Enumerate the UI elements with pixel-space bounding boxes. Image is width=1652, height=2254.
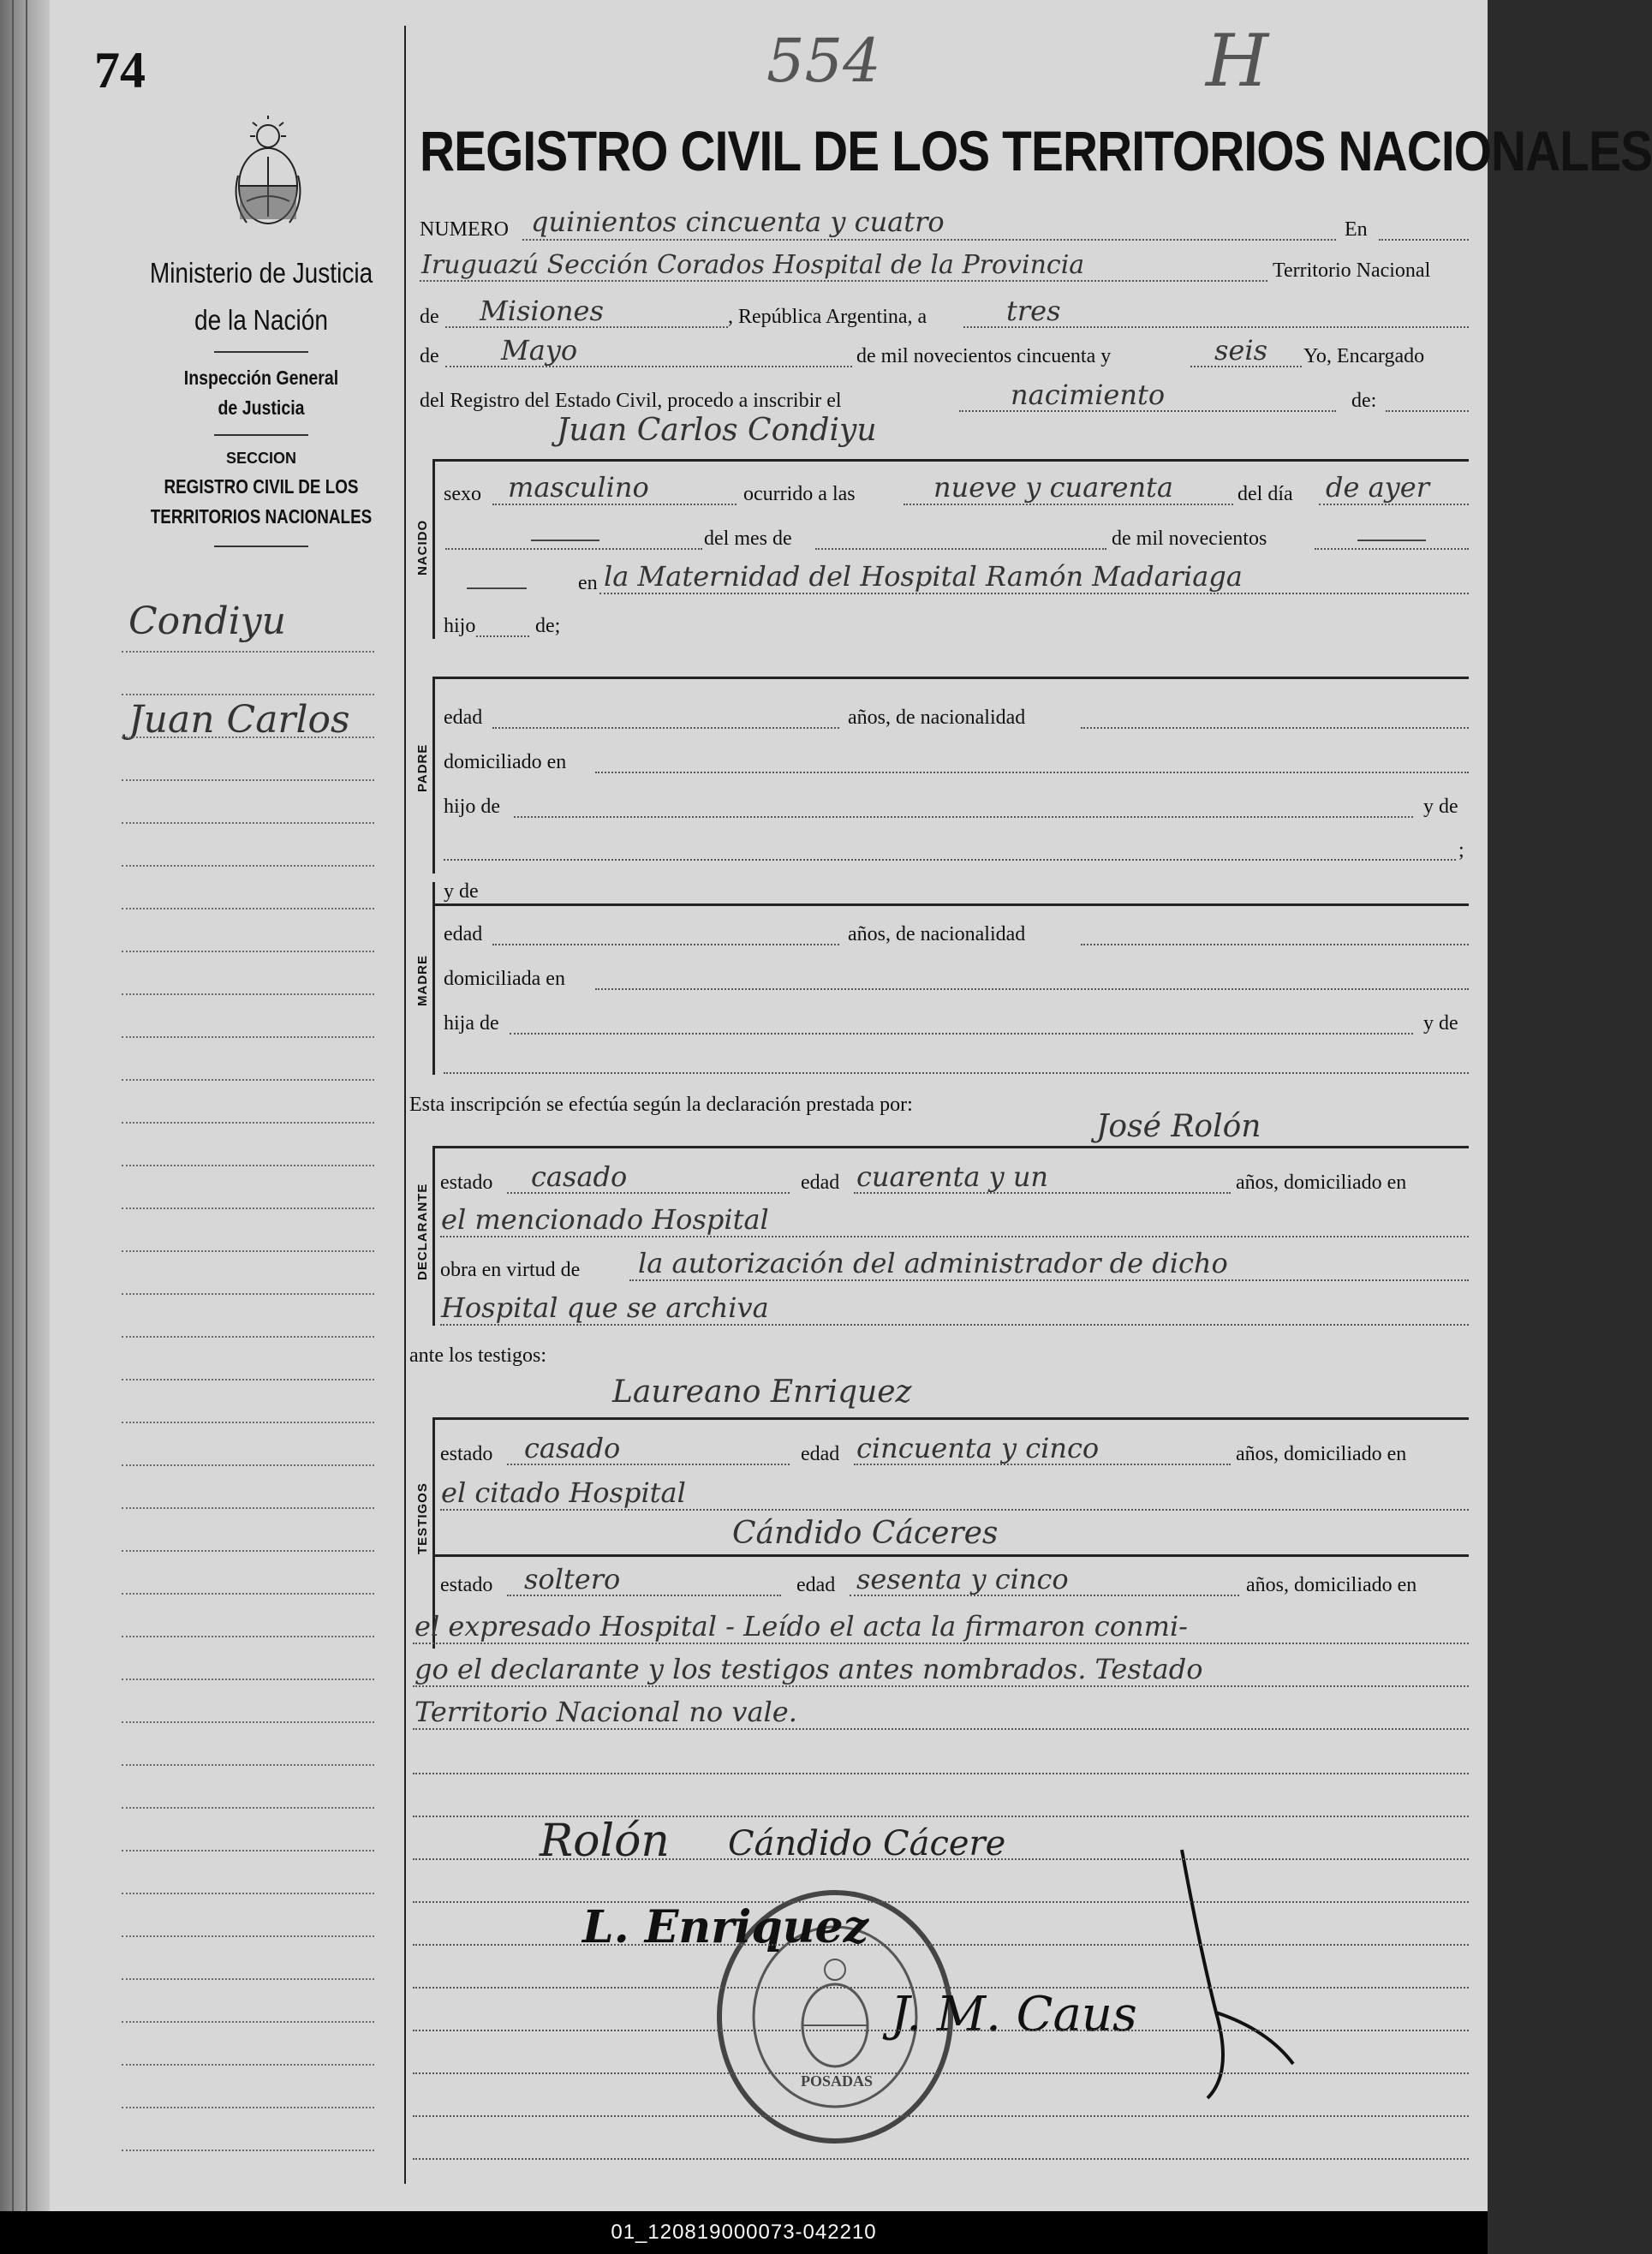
w2-domicilio-line <box>413 1643 1469 1644</box>
signature-ruled-line <box>413 2030 1469 2031</box>
decl-estado-value: casado <box>531 1160 628 1193</box>
sexo-value: masculino <box>508 471 649 504</box>
left-separator <box>214 546 308 547</box>
margin-ruled-line <box>122 1893 374 1894</box>
de3-line <box>1386 410 1469 412</box>
decl-domicilio-value: el mencionado Hospital <box>441 1203 769 1236</box>
sexo-label: sexo <box>444 483 481 505</box>
madre-extra-line <box>444 1072 1469 1074</box>
margin-ruled-line <box>122 1336 374 1338</box>
madre-edad-line <box>492 944 839 945</box>
numero-value: quinientos cincuenta y cuatro <box>531 206 945 238</box>
w1-estado-value: casado <box>524 1432 621 1464</box>
place-value: Iruguazú Sección Corados Hospital de la Provincia <box>421 250 1085 280</box>
w2-anos-label: años, domiciliado en <box>1246 1574 1417 1596</box>
closing-line-2 <box>413 1685 1469 1687</box>
declarant-name: José Rolón <box>1096 1109 1261 1144</box>
padre-domicilio-label: domiciliado en <box>444 751 567 773</box>
place-line <box>420 280 1267 282</box>
margin-ruled-line <box>122 779 374 781</box>
blank-dash <box>1357 540 1426 541</box>
w1-edad-label: edad <box>801 1443 840 1465</box>
margin-ruled-line <box>122 865 374 867</box>
signature-ruled-line <box>413 1773 1469 1774</box>
stamp-bottom-text: POSADAS <box>801 2072 874 2090</box>
margin-ruled-line <box>122 694 374 695</box>
margin-ruled-line <box>122 2064 374 2066</box>
section-rule <box>432 1554 1469 1557</box>
margin-ruled-line <box>122 1122 374 1124</box>
margin-ruled-line <box>122 2107 374 2108</box>
signature-ruled-line <box>413 2115 1469 2117</box>
section-bracket <box>432 459 435 639</box>
section-rule <box>432 1417 1469 1420</box>
en-label: En <box>1345 218 1368 241</box>
w2-estado-label: estado <box>440 1574 493 1596</box>
section-bracket <box>432 677 435 874</box>
margin-ruled-line <box>122 1935 374 1937</box>
signature-flourish-icon <box>1165 1841 1319 2115</box>
de-label: de <box>420 306 439 328</box>
margin-ruled-line <box>122 2021 374 2023</box>
obra-line <box>629 1279 1469 1281</box>
signature-enriquez: L. Enriquez <box>582 1901 869 1953</box>
del-dia-label: del día <box>1238 483 1293 505</box>
madre-hija-label: hija de <box>444 1012 499 1035</box>
birthplace-line <box>599 593 1469 594</box>
obra-value-2: Hospital que se archiva <box>441 1291 769 1324</box>
signature-ruled-line <box>413 1858 1469 1860</box>
madre-nac-line <box>1081 944 1469 945</box>
padre-hijo-line <box>514 816 1413 818</box>
act-value: nacimiento <box>1011 379 1166 411</box>
book-spine <box>0 0 50 2211</box>
signature-ruled-line <box>413 2072 1469 2074</box>
signature-ruled-line <box>413 1816 1469 1817</box>
margin-ruled-line <box>122 1079 374 1081</box>
en-line <box>1379 239 1469 241</box>
signature-ruled-line <box>413 2158 1469 2160</box>
margin-ruled-line <box>122 1721 374 1723</box>
signature-ruled-line <box>413 1944 1469 1946</box>
padre-hijo-label: hijo de <box>444 796 500 818</box>
margin-ruled-line <box>122 1165 374 1166</box>
margin-ruled-line <box>122 1593 374 1595</box>
margin-surname: Condiyu <box>128 599 286 643</box>
left-separator <box>214 351 308 353</box>
mes-line <box>815 548 1106 550</box>
birthplace-value: la Maternidad del Hospital Ramón Madariaga <box>604 560 1243 593</box>
territorio-label: Territorio Nacional <box>1273 259 1431 282</box>
margin-ruled-line <box>122 1379 374 1380</box>
padre-side-label: PADRE <box>415 743 430 792</box>
madre-yde2-label: y de <box>1423 1012 1458 1035</box>
w2-domicilio-value: el expresado Hospital - Leído el acta la firmaron conmi- <box>414 1610 1188 1643</box>
witness2-name: Cándido Cáceres <box>732 1516 999 1551</box>
de2-label: de <box>420 345 439 367</box>
padre-edad-line <box>492 727 839 729</box>
madre-domicilio-line <box>595 988 1469 990</box>
margin-ruled-line <box>122 1036 374 1038</box>
signature-ruled-line <box>413 1901 1469 1903</box>
sexo-line <box>492 504 737 505</box>
ministry-line-2: de la Nación <box>194 304 328 336</box>
del-mes-label: del mes de <box>704 528 792 550</box>
closing-line-3 <box>413 1728 1469 1730</box>
republica-label: , República Argentina, a <box>728 306 927 328</box>
obra-label: obra en virtud de <box>440 1259 581 1281</box>
padre-anos-label: años, de nacionalidad <box>848 707 1026 729</box>
section-bracket <box>432 882 435 1075</box>
section-bracket <box>432 1146 435 1326</box>
margin-ruled-line <box>122 1464 374 1466</box>
margin-given-names: Juan Carlos <box>128 698 350 742</box>
margin-ruled-line <box>122 736 374 738</box>
corner-annotation: H <box>1206 19 1269 103</box>
margin-ruled-line <box>122 1850 374 1852</box>
margin-ruled-line <box>122 1422 374 1423</box>
spine-edge-line <box>12 0 14 2211</box>
scan-footer-id: 01_120819000073-042210 <box>0 2211 1488 2254</box>
section-label: SECCION <box>225 450 296 467</box>
section-rule <box>432 677 1469 679</box>
person-name: Juan Carlos Condiyu <box>557 413 877 448</box>
inspection-line-2: de Justicia <box>218 397 305 419</box>
margin-ruled-line <box>122 1550 374 1552</box>
madre-domicilio-label: domiciliada en <box>444 968 565 990</box>
obra-line-2 <box>440 1324 1469 1326</box>
margin-ruled-line <box>122 1208 374 1209</box>
left-separator <box>214 434 308 436</box>
territory-value: Misiones <box>480 295 604 327</box>
padre-domicilio-line <box>595 772 1469 773</box>
madre-edad-label: edad <box>444 923 483 945</box>
margin-ruled-line <box>122 651 374 653</box>
mil-line <box>1315 548 1469 550</box>
margin-ruled-line <box>122 908 374 909</box>
registry-line-1: REGISTRO CIVIL DE LOS <box>164 475 359 498</box>
testigos-intro: ante los testigos: <box>409 1345 546 1367</box>
time-value: nueve y cuarenta <box>933 471 1173 504</box>
year-value: seis <box>1214 334 1268 367</box>
margin-ruled-line <box>122 1250 374 1252</box>
signature-rolon: Rolón <box>540 1816 670 1867</box>
hijo-line <box>476 635 529 637</box>
de3-label: de: <box>1351 390 1377 412</box>
month-value: Mayo <box>501 334 578 367</box>
w1-edad-value: cincuenta y cinco <box>856 1432 1100 1464</box>
decl-domicilio-line <box>440 1236 1469 1237</box>
page-number: 74 <box>94 42 146 98</box>
w2-edad-value: sesenta y cinco <box>856 1563 1069 1595</box>
margin-ruled-line <box>122 993 374 995</box>
inspection-line-1: Inspección General <box>183 367 339 389</box>
mil-label: de mil novecientos <box>1112 528 1267 550</box>
closing-value-2: go el declarante y los testigos antes nombrados. Testado <box>414 1653 1203 1685</box>
closing-value-3: Territorio Nacional no vale. <box>414 1696 797 1728</box>
ocurrido-label: ocurrido a las <box>743 483 856 505</box>
margin-ruled-line <box>122 1764 374 1766</box>
encargado-label: Yo, Encargado <box>1303 345 1425 367</box>
section-rule <box>432 459 1469 462</box>
margin-ruled-line <box>122 822 374 824</box>
registry-line-2: TERRITORIOS NACIONALES <box>150 505 373 528</box>
numero-label: NUMERO <box>420 218 510 241</box>
madre-anos-label: años, de nacionalidad <box>848 923 1026 945</box>
year-label: de mil novecientos cincuenta y <box>856 345 1112 367</box>
w1-estado-label: estado <box>440 1443 493 1465</box>
madre-side-label: MADRE <box>415 955 430 1006</box>
declaracion-intro: Esta inscripción se efectúa según la declaración prestada por: <box>409 1094 913 1116</box>
obra-value: la autorización del administrador de dicho <box>638 1247 1228 1279</box>
top-annotation: 554 <box>766 26 881 96</box>
margin-ruled-line <box>122 2150 374 2151</box>
blank-dash <box>531 540 599 541</box>
signature-candido: Cándido Cácere <box>728 1824 1006 1863</box>
numero-line <box>522 239 1336 241</box>
madre-yde-label: y de <box>444 880 479 903</box>
ministry-line-1: Ministerio de Justicia <box>149 257 373 289</box>
margin-ruled-line <box>122 1978 374 1980</box>
blank-line <box>445 548 702 550</box>
time-line <box>904 504 1233 505</box>
testigos-side-label: TESTIGOS <box>415 1482 430 1554</box>
padre-semicolon: ; <box>1458 839 1464 862</box>
margin-ruled-line <box>122 1807 374 1809</box>
margin-ruled-line <box>122 951 374 952</box>
madre-hija-line <box>510 1033 1413 1035</box>
hijo-de-label: de; <box>535 615 561 637</box>
padre-yde-label: y de <box>1423 796 1458 818</box>
registro-label: del Registro del Estado Civil, procedo a inscribir el <box>420 390 842 412</box>
decl-estado-label: estado <box>440 1172 493 1194</box>
section-rule <box>432 1146 1469 1148</box>
padre-nac-line <box>1081 727 1469 729</box>
section-rule <box>432 903 1469 906</box>
spine-edge-line <box>26 0 27 2211</box>
en-birth-label: en <box>578 572 598 594</box>
w2-estado-value: soltero <box>524 1563 621 1595</box>
decl-edad-label: edad <box>801 1172 840 1194</box>
hijo-label: hijo <box>444 615 476 637</box>
w1-anos-label: años, domiciliado en <box>1236 1443 1407 1465</box>
margin-ruled-line <box>122 1293 374 1295</box>
padre-extra-line <box>444 859 1456 861</box>
signature-ruled-line <box>413 1987 1469 1989</box>
w1-domicilio-line <box>440 1509 1469 1511</box>
document-title: REGISTRO CIVIL DE LOS TERRITORIOS NACIONALES <box>420 119 1652 182</box>
declarante-side-label: DECLARANTE <box>415 1183 430 1280</box>
day-value: tres <box>1006 295 1061 327</box>
argentine-coat-of-arms-icon <box>230 116 307 231</box>
decl-anos-label: años, domiciliado en <box>1236 1172 1407 1194</box>
witness1-name: Laureano Enriquez <box>612 1374 912 1410</box>
margin-ruled-line <box>122 1679 374 1680</box>
dia-value: de ayer <box>1326 471 1429 504</box>
nacido-side-label: NACIDO <box>415 519 430 575</box>
column-divider <box>404 26 406 2184</box>
blank-dash <box>467 587 527 589</box>
w2-edad-label: edad <box>796 1574 836 1596</box>
dia-line <box>1319 504 1469 505</box>
decl-edad-value: cuarenta y un <box>856 1160 1049 1193</box>
w1-domicilio-value: el citado Hospital <box>441 1476 686 1509</box>
margin-ruled-line <box>122 1636 374 1637</box>
signature-encargado: J. M. Caus <box>891 1987 1137 2042</box>
margin-ruled-line <box>122 1507 374 1509</box>
padre-edad-label: edad <box>444 707 483 729</box>
